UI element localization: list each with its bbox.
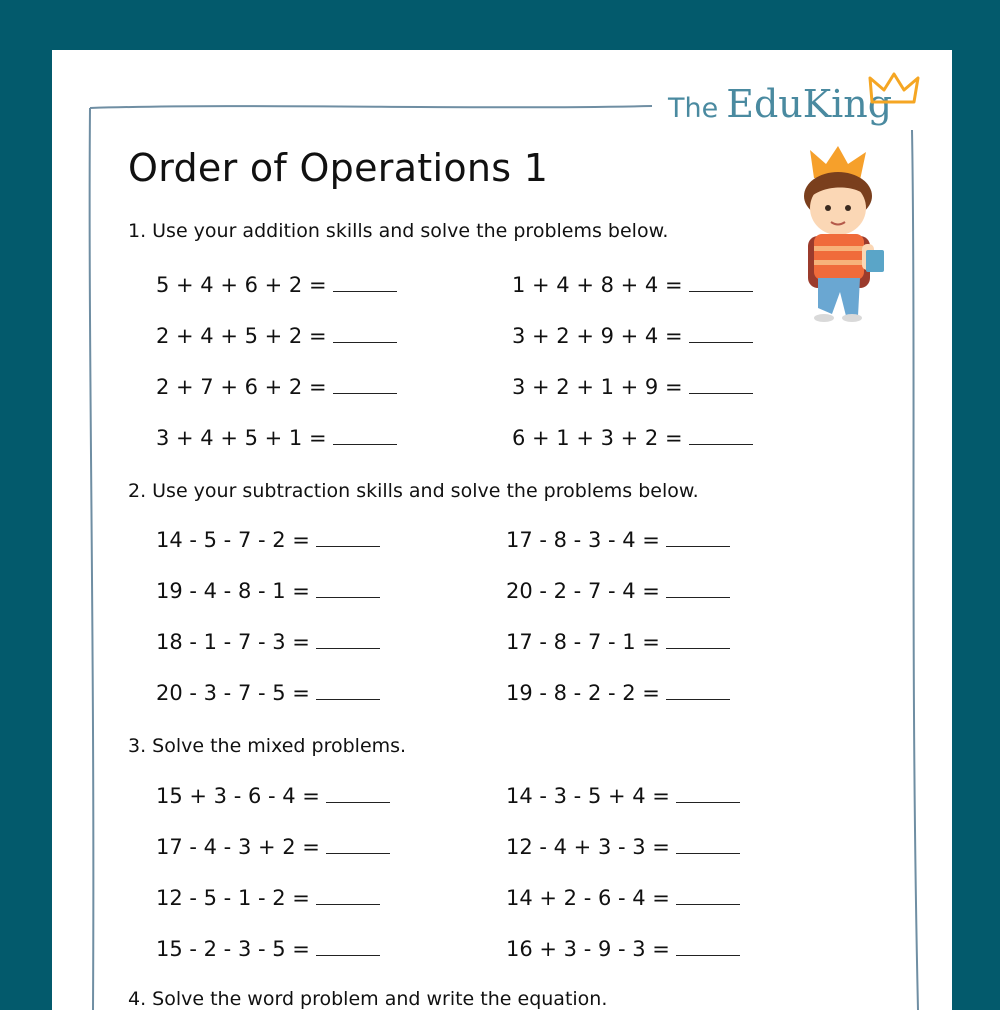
section-4-instruction — [128, 988, 607, 1010]
problem: 17 - 8 - 7 - 1 = — [506, 630, 730, 654]
section-3-instruction — [128, 735, 406, 757]
answer-blank[interactable] — [316, 630, 380, 649]
answer-blank[interactable] — [316, 528, 380, 547]
answer-blank[interactable] — [316, 937, 380, 956]
answer-blank[interactable] — [316, 681, 380, 700]
problem: 15 + 3 - 6 - 4 = — [156, 784, 390, 808]
answer-blank[interactable] — [666, 630, 730, 649]
answer-blank[interactable] — [666, 579, 730, 598]
answer-blank[interactable] — [333, 375, 397, 394]
logo-prefix: The — [668, 93, 719, 124]
section-1-instruction — [128, 220, 668, 242]
problem: 18 - 1 - 7 - 3 = — [156, 630, 380, 654]
section-number: 2. — [128, 480, 147, 502]
instruction-text: Use your subtraction skills and solve the problems below. — [152, 480, 699, 502]
problem: 19 - 4 - 8 - 1 = — [156, 579, 380, 603]
problem: 15 - 2 - 3 - 5 = — [156, 937, 380, 961]
answer-blank[interactable] — [333, 273, 397, 292]
answer-blank[interactable] — [666, 528, 730, 547]
problem: 12 - 5 - 1 - 2 = — [156, 886, 380, 910]
answer-blank[interactable] — [676, 886, 740, 905]
answer-blank[interactable] — [689, 324, 753, 343]
answer-blank[interactable] — [333, 324, 397, 343]
problem: 2 + 4 + 5 + 2 = — [156, 324, 397, 348]
section-number: 4. — [128, 988, 147, 1010]
boy-with-crown-illustration — [788, 146, 908, 322]
problem: 14 - 5 - 7 - 2 = — [156, 528, 380, 552]
instruction-text: Use your addition skills and solve the problems below. — [152, 220, 669, 242]
section-number: 3. — [128, 735, 147, 757]
instruction-text: Solve the word problem and write the equation. — [152, 988, 608, 1010]
problem: 14 - 3 - 5 + 4 = — [506, 784, 740, 808]
section-2-instruction — [128, 480, 699, 502]
worksheet-title: Order of Operations 1 — [128, 146, 549, 190]
problem: 2 + 7 + 6 + 2 = — [156, 375, 397, 399]
problem: 14 + 2 - 6 - 4 = — [506, 886, 740, 910]
answer-blank[interactable] — [326, 835, 390, 854]
answer-blank[interactable] — [316, 579, 380, 598]
answer-blank[interactable] — [333, 426, 397, 445]
problem: 3 + 4 + 5 + 1 = — [156, 426, 397, 450]
problem: 3 + 2 + 9 + 4 = — [512, 324, 753, 348]
instruction-text: Solve the mixed problems. — [152, 735, 407, 757]
logo — [668, 82, 892, 126]
problem: 3 + 2 + 1 + 9 = — [512, 375, 753, 399]
problem: 6 + 1 + 3 + 2 = — [512, 426, 753, 450]
problem: 17 - 4 - 3 + 2 = — [156, 835, 390, 859]
answer-blank[interactable] — [666, 681, 730, 700]
worksheet — [52, 50, 952, 1010]
answer-blank[interactable] — [676, 937, 740, 956]
crown-icon — [868, 72, 920, 106]
answer-blank[interactable] — [676, 784, 740, 803]
section-number: 1. — [128, 220, 147, 242]
answer-blank[interactable] — [316, 886, 380, 905]
problem: 19 - 8 - 2 - 2 = — [506, 681, 730, 705]
answer-blank[interactable] — [676, 835, 740, 854]
answer-blank[interactable] — [689, 426, 753, 445]
problem: 17 - 8 - 3 - 4 = — [506, 528, 730, 552]
answer-blank[interactable] — [689, 375, 753, 394]
problem: 1 + 4 + 8 + 4 = — [512, 273, 753, 297]
problem: 5 + 4 + 6 + 2 = — [156, 273, 397, 297]
answer-blank[interactable] — [326, 784, 390, 803]
problem: 20 - 3 - 7 - 5 = — [156, 681, 380, 705]
problem: 16 + 3 - 9 - 3 = — [506, 937, 740, 961]
problem: 12 - 4 + 3 - 3 = — [506, 835, 740, 859]
logo-brand: EduKing — [726, 82, 893, 126]
answer-blank[interactable] — [689, 273, 753, 292]
problem: 20 - 2 - 7 - 4 = — [506, 579, 730, 603]
